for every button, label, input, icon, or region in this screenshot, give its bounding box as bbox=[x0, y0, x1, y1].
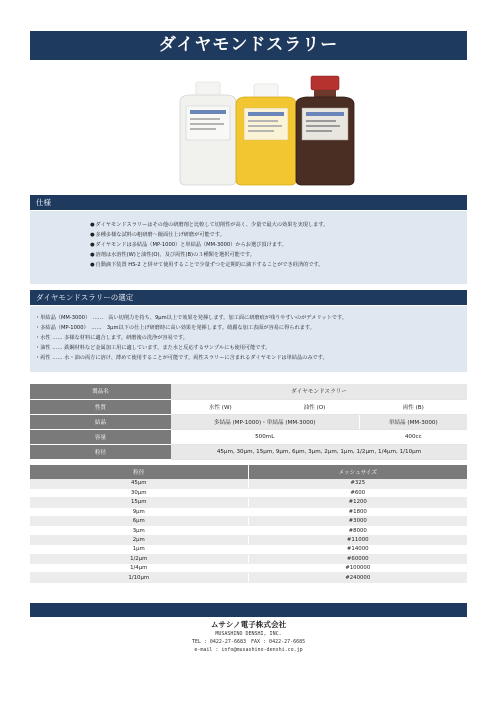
table-row bbox=[30, 517, 467, 526]
table-row bbox=[30, 488, 467, 497]
mesh-size-cell: #1200 bbox=[248, 498, 467, 507]
mesh-size-cell: #8000 bbox=[248, 526, 467, 535]
spec-list bbox=[30, 211, 467, 270]
bullet-icon: ● bbox=[90, 252, 95, 258]
mesh-table-body bbox=[30, 479, 467, 582]
row-label: 性質 bbox=[30, 399, 171, 414]
table-cell: 油性 (O) bbox=[270, 399, 359, 414]
table-row bbox=[30, 573, 467, 582]
grain-size-cell: 1/2μm bbox=[30, 554, 248, 563]
selection-item: ・単結晶（MM-3000） …… 高い切削力を持ち、9μm以上で効果を発揮します。加工面に研磨痕が残りやすいのがデメリットです。 bbox=[35, 315, 347, 321]
brown-bottle bbox=[296, 76, 354, 185]
bottles-image bbox=[30, 62, 467, 190]
table-cell: 両性 (B) bbox=[359, 399, 467, 414]
grain-size-cell: 9μm bbox=[30, 507, 248, 516]
mesh-size-table bbox=[30, 465, 467, 583]
bullet-icon: ● bbox=[90, 262, 95, 268]
table-row bbox=[30, 429, 467, 444]
mesh-size-cell: #60000 bbox=[248, 554, 467, 563]
table-row bbox=[30, 479, 467, 488]
selection-heading: ダイヤモンドスラリーの選定 bbox=[30, 290, 467, 305]
mesh-size-cell: #3000 bbox=[248, 517, 467, 526]
mesh-size-cell: #14000 bbox=[248, 545, 467, 554]
spec-item: ●自動滴下装置 HS-2 と併せて使用することで少量ずつを定期的に滴下することができ経済的です。 bbox=[90, 262, 324, 268]
selection-item: ・油性 …… 鉄鋼材料など金属加工用に適しています。また水と反応するサンプルにも使用可能です。 bbox=[35, 345, 271, 351]
mesh-size-cell: #600 bbox=[248, 488, 467, 497]
table-cell: 500mL bbox=[171, 429, 359, 444]
table-row bbox=[30, 545, 467, 554]
table-cell: 400cc bbox=[359, 429, 467, 444]
product-photo bbox=[30, 62, 467, 190]
table-cell: 単結晶 (MM-3000) bbox=[359, 414, 467, 429]
table-cell: ダイヤモンドスラリー bbox=[171, 384, 467, 399]
spec-item: ●ダイヤモンドスラリーはその他の研磨剤と比較して切削性が高く、少量で最大の効果を実現します。 bbox=[90, 222, 329, 228]
company-phone-fax: TEL : 0422-27-6683 FAX : 0422-27-6685 bbox=[191, 639, 306, 645]
grain-size-cell: 1μm bbox=[30, 545, 248, 554]
row-label: 結晶 bbox=[30, 414, 171, 429]
bullet-icon: ● bbox=[90, 242, 95, 248]
spec-heading: 仕様 bbox=[30, 195, 467, 210]
footer-bar bbox=[30, 603, 467, 617]
row-label: 容量 bbox=[30, 429, 171, 444]
table-header-row bbox=[30, 465, 467, 479]
spec-item: ●多種多様な試料の粗研磨～鏡面仕上げ研磨が可能です。 bbox=[90, 232, 225, 238]
table-row bbox=[30, 554, 467, 563]
column-header: メッシュサイズ bbox=[248, 465, 467, 479]
table-row bbox=[30, 564, 467, 573]
mesh-size-cell: #11000 bbox=[248, 535, 467, 544]
grain-size-cell: 15μm bbox=[30, 498, 248, 507]
mesh-size-cell: #240000 bbox=[248, 573, 467, 582]
company-name-en: MUSASHINO DENSHI, INC. bbox=[215, 631, 282, 637]
grain-size-cell: 3μm bbox=[30, 526, 248, 535]
table-row bbox=[30, 535, 467, 544]
mesh-size-cell: #1800 bbox=[248, 507, 467, 516]
selection-item: ・両性 …… 水・油の両方に溶け、薄めて使用することが可能です。両性スラリーに含まれるダイヤモンドは単結晶のみです。 bbox=[35, 355, 328, 361]
page-title: ダイヤモンドスラリー bbox=[30, 31, 467, 60]
selection-list bbox=[30, 306, 467, 363]
spec-item: ●ダイヤモンドは多結晶（MP-1000）と単結晶（MM-3000）からお選び頂けます。 bbox=[90, 242, 287, 248]
column-header: 粒径 bbox=[30, 465, 248, 479]
table-row bbox=[30, 498, 467, 507]
company-email: e-mail : info@musashino-denshi.co.jp bbox=[194, 647, 303, 653]
table-row bbox=[30, 414, 467, 429]
mesh-size-cell: #325 bbox=[248, 479, 467, 488]
company-name: ムサシノ電子株式会社 bbox=[210, 620, 287, 629]
bullet-icon: ● bbox=[90, 222, 95, 228]
table-cell: 水性 (W) bbox=[171, 399, 270, 414]
product-spec-table bbox=[30, 384, 467, 460]
bullet-icon: ● bbox=[90, 232, 95, 238]
white-bottle bbox=[180, 82, 236, 185]
company-info bbox=[0, 620, 497, 654]
grain-size-cell: 45μm bbox=[30, 479, 248, 488]
table-row bbox=[30, 507, 467, 516]
grain-size-cell: 1/10μm bbox=[30, 573, 248, 582]
grain-size-cell: 30μm bbox=[30, 488, 248, 497]
table-cell: 45μm, 30μm, 15μm, 9μm, 6μm, 3μm, 2μm, 1μm, 1/2μm, 1/4μm, 1/10μm bbox=[171, 444, 467, 459]
table-row bbox=[30, 526, 467, 535]
table-cell: 多結晶 (MP-1000)・単結晶 (MM-3000) bbox=[171, 414, 359, 429]
table-row bbox=[30, 384, 467, 399]
table-row bbox=[30, 399, 467, 414]
row-label: 粒径 bbox=[30, 444, 171, 459]
selection-item: ・水性 …… 多様な材料に適合します。研磨後の洗浄が容易です。 bbox=[35, 335, 188, 341]
row-label: 製品名 bbox=[30, 384, 171, 399]
selection-section bbox=[30, 306, 467, 372]
grain-size-cell: 2μm bbox=[30, 535, 248, 544]
selection-item: ・多結晶（MP-1000） …… 3μm以下の仕上げ研磨時に高い効果を発揮します。綺麗な加工表面が容易に得られます。 bbox=[35, 325, 315, 331]
grain-size-cell: 6μm bbox=[30, 517, 248, 526]
table-row bbox=[30, 444, 467, 459]
spec-item: ●溶剤は水溶性(W)と油性(O)、及び両性(B)の３種類を選択可能です。 bbox=[90, 252, 255, 258]
spec-section bbox=[30, 211, 467, 284]
grain-size-cell: 1/4μm bbox=[30, 564, 248, 573]
mesh-size-cell: #100000 bbox=[248, 564, 467, 573]
yellow-bottle bbox=[236, 84, 296, 185]
